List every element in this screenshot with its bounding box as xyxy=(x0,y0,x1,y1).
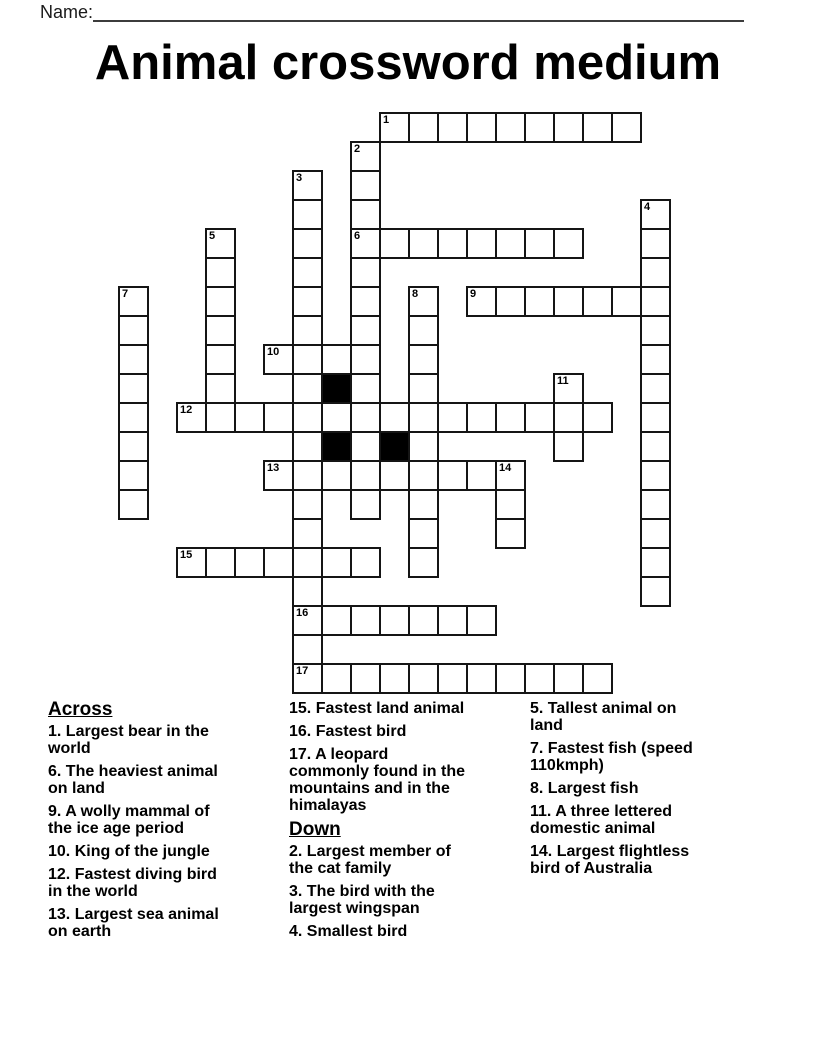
clue-line: on land xyxy=(48,780,105,797)
clue-2 xyxy=(289,843,465,877)
clue-line: 17. A leopard xyxy=(289,746,389,763)
cell-number: 13 xyxy=(267,462,280,474)
clue-7 xyxy=(530,740,693,774)
puzzle-title: Animal crossword medium xyxy=(94,36,722,90)
clue-column-3 xyxy=(530,700,693,883)
clue-line: 8. Largest fish xyxy=(530,780,639,797)
clue-line: 10. King of the jungle xyxy=(48,843,210,860)
clue-1 xyxy=(48,723,219,757)
clue-10 xyxy=(48,843,219,860)
clue-8 xyxy=(530,780,693,797)
clue-line: mountains and in the xyxy=(289,780,450,797)
cell-number: 16 xyxy=(296,607,309,619)
clue-line: 2. Largest member of xyxy=(289,843,451,860)
clue-column-1 xyxy=(48,700,219,946)
clue-3 xyxy=(289,883,465,917)
clue-line: the ice age period xyxy=(48,820,185,837)
cell-number: 12 xyxy=(180,404,193,416)
clue-line: 4. Smallest bird xyxy=(289,923,408,940)
clue-17 xyxy=(289,746,465,814)
cell-number: 2 xyxy=(354,143,361,155)
clue-4 xyxy=(289,923,465,940)
clue-6 xyxy=(48,763,219,797)
clue-line: 9. A wolly mammal of xyxy=(48,803,210,820)
clues-down-header: Down xyxy=(289,819,341,840)
clue-line: bird of Australia xyxy=(530,860,653,877)
clue-line: 1. Largest bear in the xyxy=(48,723,209,740)
clue-5 xyxy=(530,700,693,734)
cell-number: 14 xyxy=(499,462,512,474)
clue-line: 11. A three lettered xyxy=(530,803,672,820)
clue-line: world xyxy=(48,740,91,757)
clue-13 xyxy=(48,906,219,940)
clues-across-header: Across xyxy=(48,699,113,720)
cell-number: 9 xyxy=(470,288,477,300)
cell-number: 1 xyxy=(383,114,390,126)
clue-14 xyxy=(530,843,693,877)
cell-number: 11 xyxy=(557,375,569,387)
cell-number: 8 xyxy=(412,288,419,300)
cell-number: 6 xyxy=(354,230,361,242)
clue-11 xyxy=(530,803,693,837)
clue-line: on earth xyxy=(48,923,112,940)
clue-line: land xyxy=(530,717,563,734)
name-label: Name: xyxy=(40,2,94,22)
clue-9 xyxy=(48,803,219,837)
clue-line: 15. Fastest land animal xyxy=(289,700,465,717)
clue-line: the cat family xyxy=(289,860,392,877)
clue-line: 16. Fastest bird xyxy=(289,723,407,740)
cell-number: 15 xyxy=(180,549,193,561)
clue-line: 14. Largest flightless xyxy=(530,843,690,860)
clue-line: himalayas xyxy=(289,797,367,814)
clue-line: 7. Fastest fish (speed xyxy=(530,740,693,757)
clue-line: 5. Tallest animal on xyxy=(530,700,677,717)
clue-line: in the world xyxy=(48,883,138,900)
cell-number: 4 xyxy=(644,201,651,213)
clue-line: 13. Largest sea animal xyxy=(48,906,219,923)
clue-line: 6. The heaviest animal xyxy=(48,763,218,780)
clue-15 xyxy=(289,700,465,717)
cell-number: 7 xyxy=(122,288,129,300)
clue-16 xyxy=(289,723,465,740)
cell-number: 5 xyxy=(209,230,216,242)
cell-number: 10 xyxy=(267,346,280,358)
clue-column-2 xyxy=(289,700,465,946)
clue-line: 3. The bird with the xyxy=(289,883,435,900)
cell-number: 3 xyxy=(296,172,303,184)
clue-line: commonly found in the xyxy=(289,763,465,780)
clue-line: 110kmph) xyxy=(530,757,604,774)
clue-line: largest wingspan xyxy=(289,900,420,917)
clue-line: 12. Fastest diving bird xyxy=(48,866,217,883)
cell-number: 17 xyxy=(296,665,309,677)
clue-12 xyxy=(48,866,219,900)
clue-line: domestic animal xyxy=(530,820,656,837)
